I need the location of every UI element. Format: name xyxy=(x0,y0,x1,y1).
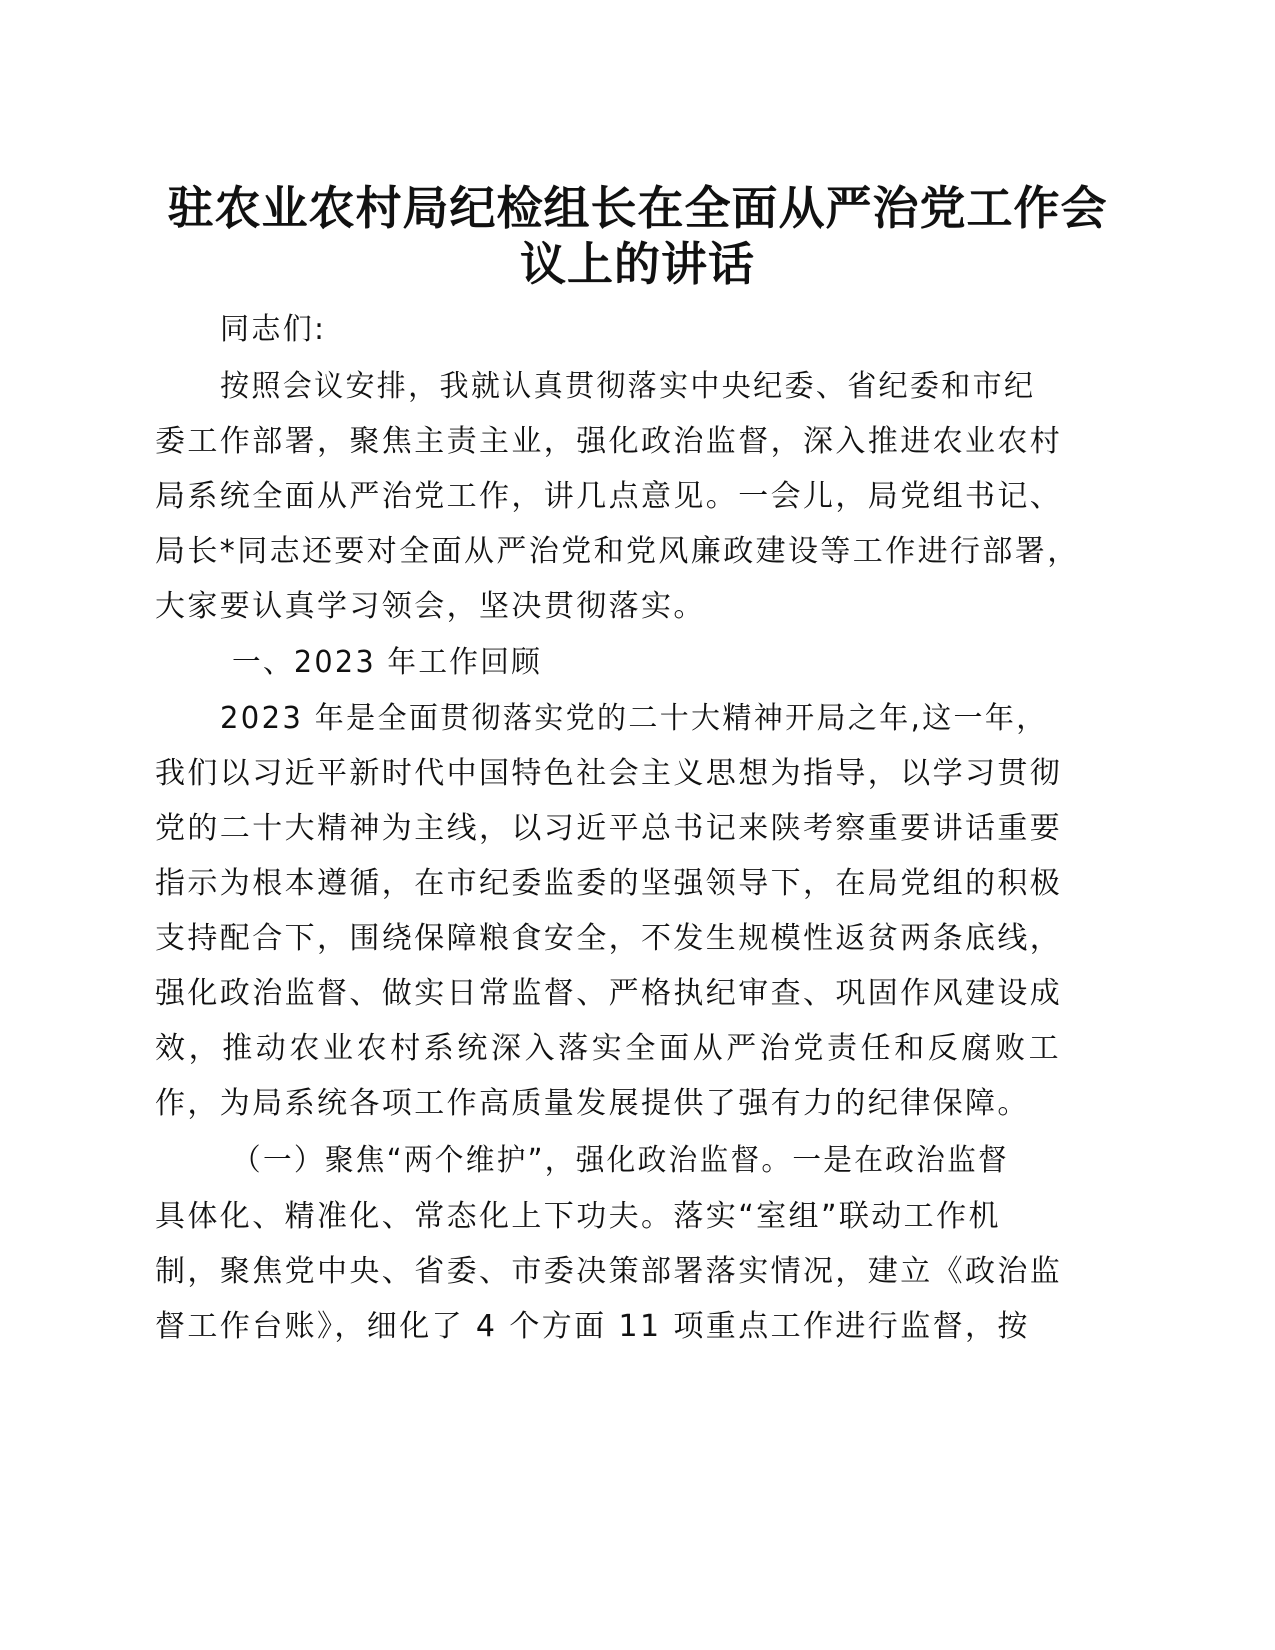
paragraph-2-line-4: 指示为根本遵循，在市纪委监委的坚强领导下，在局党组的积极 xyxy=(155,866,1063,901)
paragraph-3-line-2: 具体化、精准化、常态化上下功夫。落实“室组”联动工作机 xyxy=(155,1199,1001,1234)
paragraph-3-line-4: 督工作台账》，细化了 4 个方面 11 项重点工作进行监督，按 xyxy=(155,1309,1030,1344)
paragraph-1-line-4: 局长*同志还要对全面从严治党和党风廉政建设等工作进行部署， xyxy=(155,534,1080,569)
paragraph-1-line-3: 局系统全面从严治党工作，讲几点意见。一会儿，局党组书记、 xyxy=(155,479,1063,514)
paragraph-3-line-1: （一）聚焦“两个维护”，强化政治监督。一是在政治监督 xyxy=(232,1143,1009,1178)
paragraph-2-line-6: 强化政治监督、做实日常监督、严格执纪审查、巩固作风建设成 xyxy=(155,976,1063,1011)
paragraph-2-line-5: 支持配合下，围绕保障粮食安全，不发生规模性返贫两条底线， xyxy=(155,921,1063,956)
document-title-line-2: 议上的讲话 xyxy=(520,237,755,291)
document-title-line-1: 驻农业农村局纪检组长在全面从严治党工作会 xyxy=(167,181,1108,235)
paragraph-3-line-3: 制，聚焦党中央、省委、市委决策部署落实情况，建立《政治监 xyxy=(155,1254,1063,1289)
paragraph-2-line-7: 效，推动农业农村系统深入落实全面从严治党责任和反腐败工 xyxy=(155,1031,1063,1066)
section-1-heading: 一、2023 年工作回顾 xyxy=(232,645,543,680)
paragraph-2-line-1: 2023 年是全面贯彻落实党的二十大精神开局之年,这一年， xyxy=(220,701,1048,736)
paragraph-2-line-8: 作，为局系统各项工作高质量发展提供了强有力的纪律保障。 xyxy=(155,1086,1030,1121)
paragraph-1-line-5: 大家要认真学习领会，坚决贯彻落实。 xyxy=(155,589,706,624)
paragraph-2-line-2: 我们以习近平新时代中国特色社会主义思想为指导，以学习贯彻 xyxy=(155,756,1063,791)
paragraph-1-line-1: 按照会议安排，我就认真贯彻落实中央纪委、省纪委和市纪 xyxy=(220,369,1036,404)
paragraph-2-line-3: 党的二十大精神为主线，以习近平总书记来陕考察重要讲话重要 xyxy=(155,811,1063,846)
salutation: 同志们: xyxy=(220,312,327,347)
paragraph-1-line-2: 委工作部署，聚焦主责主业，强化政治监督，深入推进农业农村 xyxy=(155,424,1063,459)
